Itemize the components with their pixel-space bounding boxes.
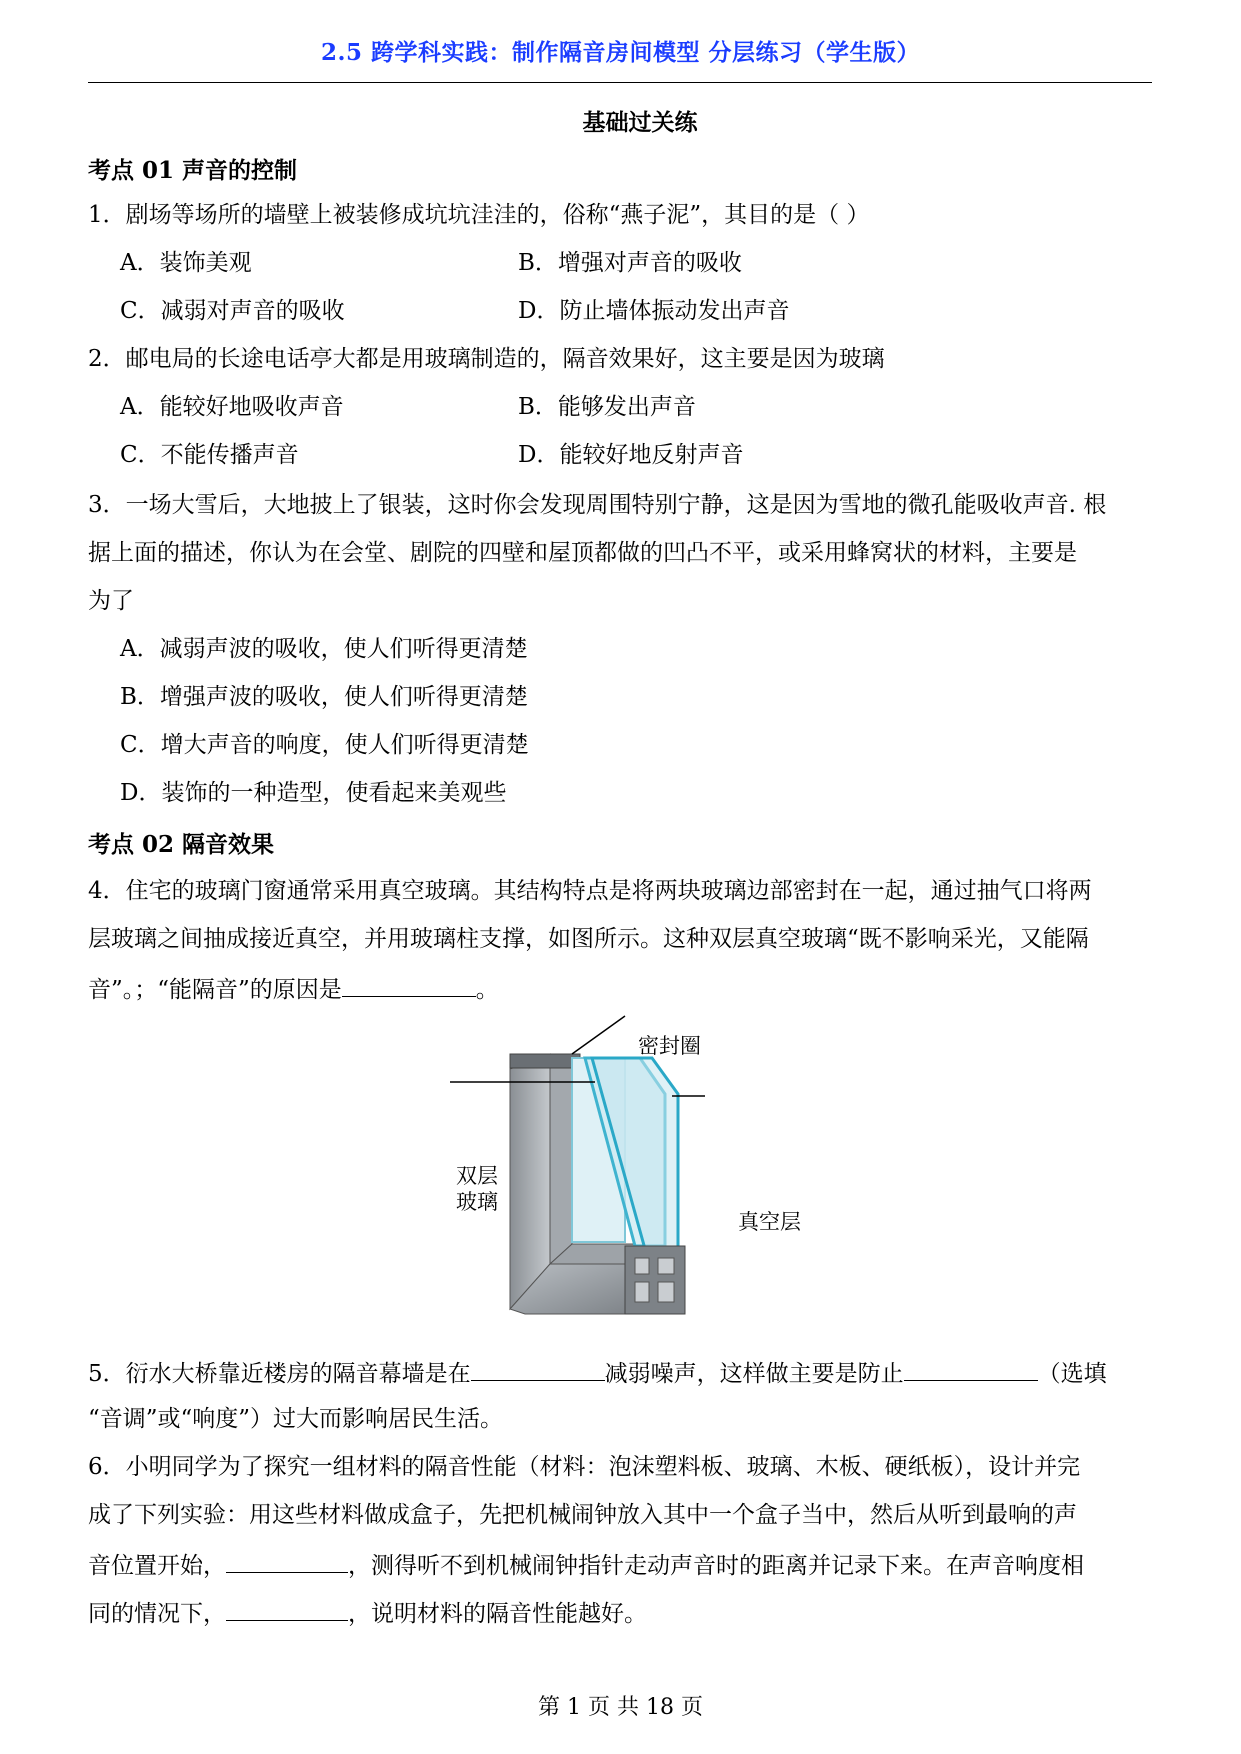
label-seal-ring: 密封圈 — [638, 1034, 701, 1058]
question-4-text: 音”。；“能隔音”的原因是 — [88, 977, 342, 1003]
answer-blank[interactable] — [226, 1596, 348, 1621]
question-6-text-b: ，测得听不到机械闹钟指针走动声音时的距离并记录下来。在声音响度相 — [348, 1553, 1084, 1579]
question-3-option-a: A．减弱声波的吸收，使人们听得更清楚 — [120, 636, 528, 662]
question-3-line-2: 据上面的描述，你认为在会堂、剧院的四壁和屋顶都做的凹凸不平，或采用蜂窝状的材料，主要是 — [88, 540, 1077, 566]
question-1-option-c: C．减弱对声音的吸收 — [120, 298, 345, 324]
question-5-line-2: “音调”或“响度”）过大而影响居民生活。 — [88, 1406, 504, 1432]
question-2-stem: 2．邮电局的长途电话亭大都是用玻璃制造的，隔音效果好，这主要是因为玻璃 — [88, 346, 885, 372]
label-double-glass-1: 双层 — [456, 1164, 498, 1188]
answer-blank[interactable] — [904, 1356, 1038, 1381]
question-3-option-d: D．装饰的一种造型，使看起来美观些 — [120, 780, 507, 806]
question-3-line-3: 为了 — [88, 588, 134, 614]
question-5-text-a: 5．衍水大桥靠近楼房的隔音幕墙是在 — [88, 1361, 471, 1387]
label-vacuum-layer: 真空层 — [738, 1210, 801, 1234]
vacuum-glass-figure — [440, 1014, 840, 1334]
question-1-stem: 1．剧场等场所的墙壁上被装修成坑坑洼洼的，俗称“燕子泥”，其目的是（ ） — [88, 202, 870, 228]
question-6-line-4 — [88, 1596, 647, 1629]
question-1-option-b: B．增强对声音的吸收 — [518, 250, 742, 276]
section-title: 基础过关练 — [582, 109, 698, 136]
question-2-option-d: D．能较好地反射声音 — [518, 442, 744, 468]
topic-heading-02: 考点 02 隔音效果 — [88, 831, 275, 858]
question-6-line-3 — [88, 1548, 1084, 1581]
page-title: 2.5 跨学科实践：制作隔音房间模型 分层练习（学生版） — [320, 39, 921, 66]
question-6-line-1: 6．小明同学为了探究一组材料的隔音性能（材料：泡沫塑料板、玻璃、木板、硬纸板），设计并完 — [88, 1454, 1081, 1480]
question-3-option-b: B．增强声波的吸收，使人们听得更清楚 — [120, 684, 528, 710]
question-4-line-2: 层玻璃之间抽成接近真空，并用玻璃柱支撑，如图所示。这种双层真空玻璃“既不影响采光，又能隔 — [88, 926, 1089, 952]
question-2-option-c: C．不能传播声音 — [120, 442, 299, 468]
question-5-text-c: （选填 — [1037, 1361, 1107, 1387]
question-2-option-a: A．能较好地吸收声音 — [120, 394, 344, 420]
question-3-option-c: C．增大声音的响度，使人们听得更清楚 — [120, 732, 529, 758]
question-3-line-1: 3．一场大雪后，大地披上了银装，这时你会发现周围特别宁静，这是因为雪地的微孔能吸收声音. 根 — [88, 492, 1107, 518]
question-6-line-2: 成了下列实验：用这些材料做成盒子，先把机械闹钟放入其中一个盒子当中，然后从听到最响的声 — [88, 1502, 1077, 1528]
question-4-line-1: 4．住宅的玻璃门窗通常采用真空玻璃。其结构特点是将两块玻璃边部密封在一起，通过抽气口将两 — [88, 878, 1092, 904]
question-6-text-a: 音位置开始， — [88, 1553, 226, 1579]
header-divider — [88, 82, 1152, 83]
answer-blank[interactable] — [342, 972, 476, 997]
topic-heading-01: 考点 01 声音的控制 — [88, 157, 298, 184]
answer-blank[interactable] — [226, 1548, 348, 1573]
question-6-text-d: ，说明材料的隔音性能越好。 — [348, 1601, 647, 1627]
page-footer: 第 1 页 共 18 页 — [538, 1695, 703, 1720]
question-1-option-a: A．装饰美观 — [120, 250, 252, 276]
question-6-text-c: 同的情况下， — [88, 1601, 226, 1627]
question-4-line-3 — [88, 972, 499, 1005]
question-1-option-d: D．防止墙体振动发出声音 — [518, 298, 790, 324]
question-2-option-b: B．能够发出声音 — [518, 394, 696, 420]
question-4-end: 。 — [475, 977, 499, 1003]
question-5-text-b: 减弱噪声，这样做主要是防止 — [604, 1361, 904, 1387]
label-double-glass-2: 玻璃 — [456, 1190, 498, 1214]
question-5-line-1 — [88, 1356, 1107, 1389]
answer-blank[interactable] — [471, 1356, 605, 1381]
